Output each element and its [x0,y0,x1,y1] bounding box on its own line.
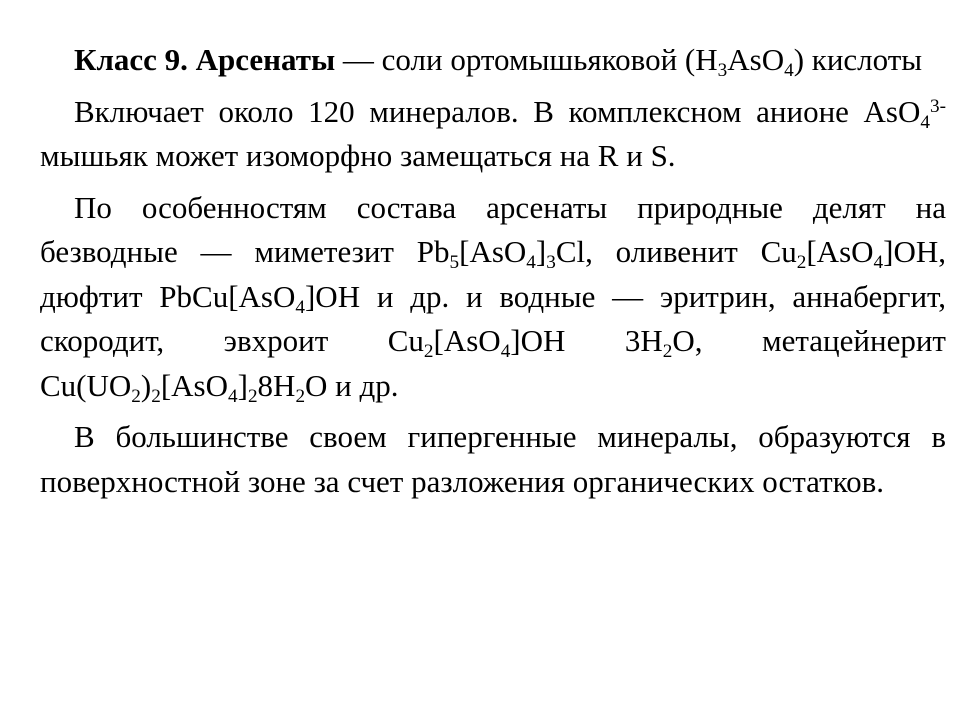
text-run: ] [237,367,248,403]
subscript: 4 [228,385,238,407]
text-run: O и др. [305,367,399,403]
text-run: ) [140,367,152,403]
subscript: 5 [449,252,460,274]
text-run: — соли ортомышьяковой (H [335,42,718,77]
text-run: ]OH и др. и водные — эритрин, аннабергит, скородит, эвхроит Cu [40,278,946,358]
subscript: 4 [526,252,536,274]
text-run: [AsO [806,234,874,269]
text-run: ] [535,234,547,269]
subscript: 2 [423,341,434,363]
paragraph-origin [40,415,946,504]
superscript: 3- [930,95,946,117]
subscript: 4 [873,252,884,274]
subscript: 2 [295,385,306,407]
subscript: 4 [500,341,511,363]
text-run: В большинстве своем гипергенные минералы, образуются в поверхностной зоне за счет разложения органических остатков. [40,419,946,499]
text-run: [AsO [433,323,501,358]
subscript: 2 [131,385,141,407]
text-run: AsO [727,42,785,77]
text-run: Cl, оливенит Cu [555,234,797,269]
text-run: [AsO [160,367,228,403]
paragraph-class-heading [40,38,946,83]
subscript: 2 [796,252,807,274]
text-run: По особенностям состава арсенаты природные делят на безводные — миметезит Pb [40,189,946,269]
subscript: 4 [920,111,930,133]
subscript: 4 [784,60,794,82]
text-run: O, метацейнерит Cu(UO [40,323,946,403]
text-run: ]OH 3H [510,323,663,358]
slide-body [40,38,946,511]
paragraph-mineral-count [40,90,946,179]
bold-text: Класс 9. Арсенаты [74,42,336,77]
text-run: 8H [257,367,296,403]
text-run: Включает около 120 минералов. В комплексном анионе AsO [74,93,921,129]
text-run: мышьяк может изоморфно замещаться на R и S. [40,138,676,173]
text-run: [AsO [459,234,527,269]
text-run: ) кислоты [793,42,923,77]
subscript: 4 [295,296,305,318]
subscript: 2 [247,385,258,407]
paragraph-composition [40,186,946,409]
subscript: 3 [546,252,556,274]
text-run: ]OH, дюфтит PbCu[AsO [40,234,946,314]
subscript: 3 [717,60,728,82]
subscript: 2 [662,341,673,363]
subscript: 2 [151,385,161,407]
